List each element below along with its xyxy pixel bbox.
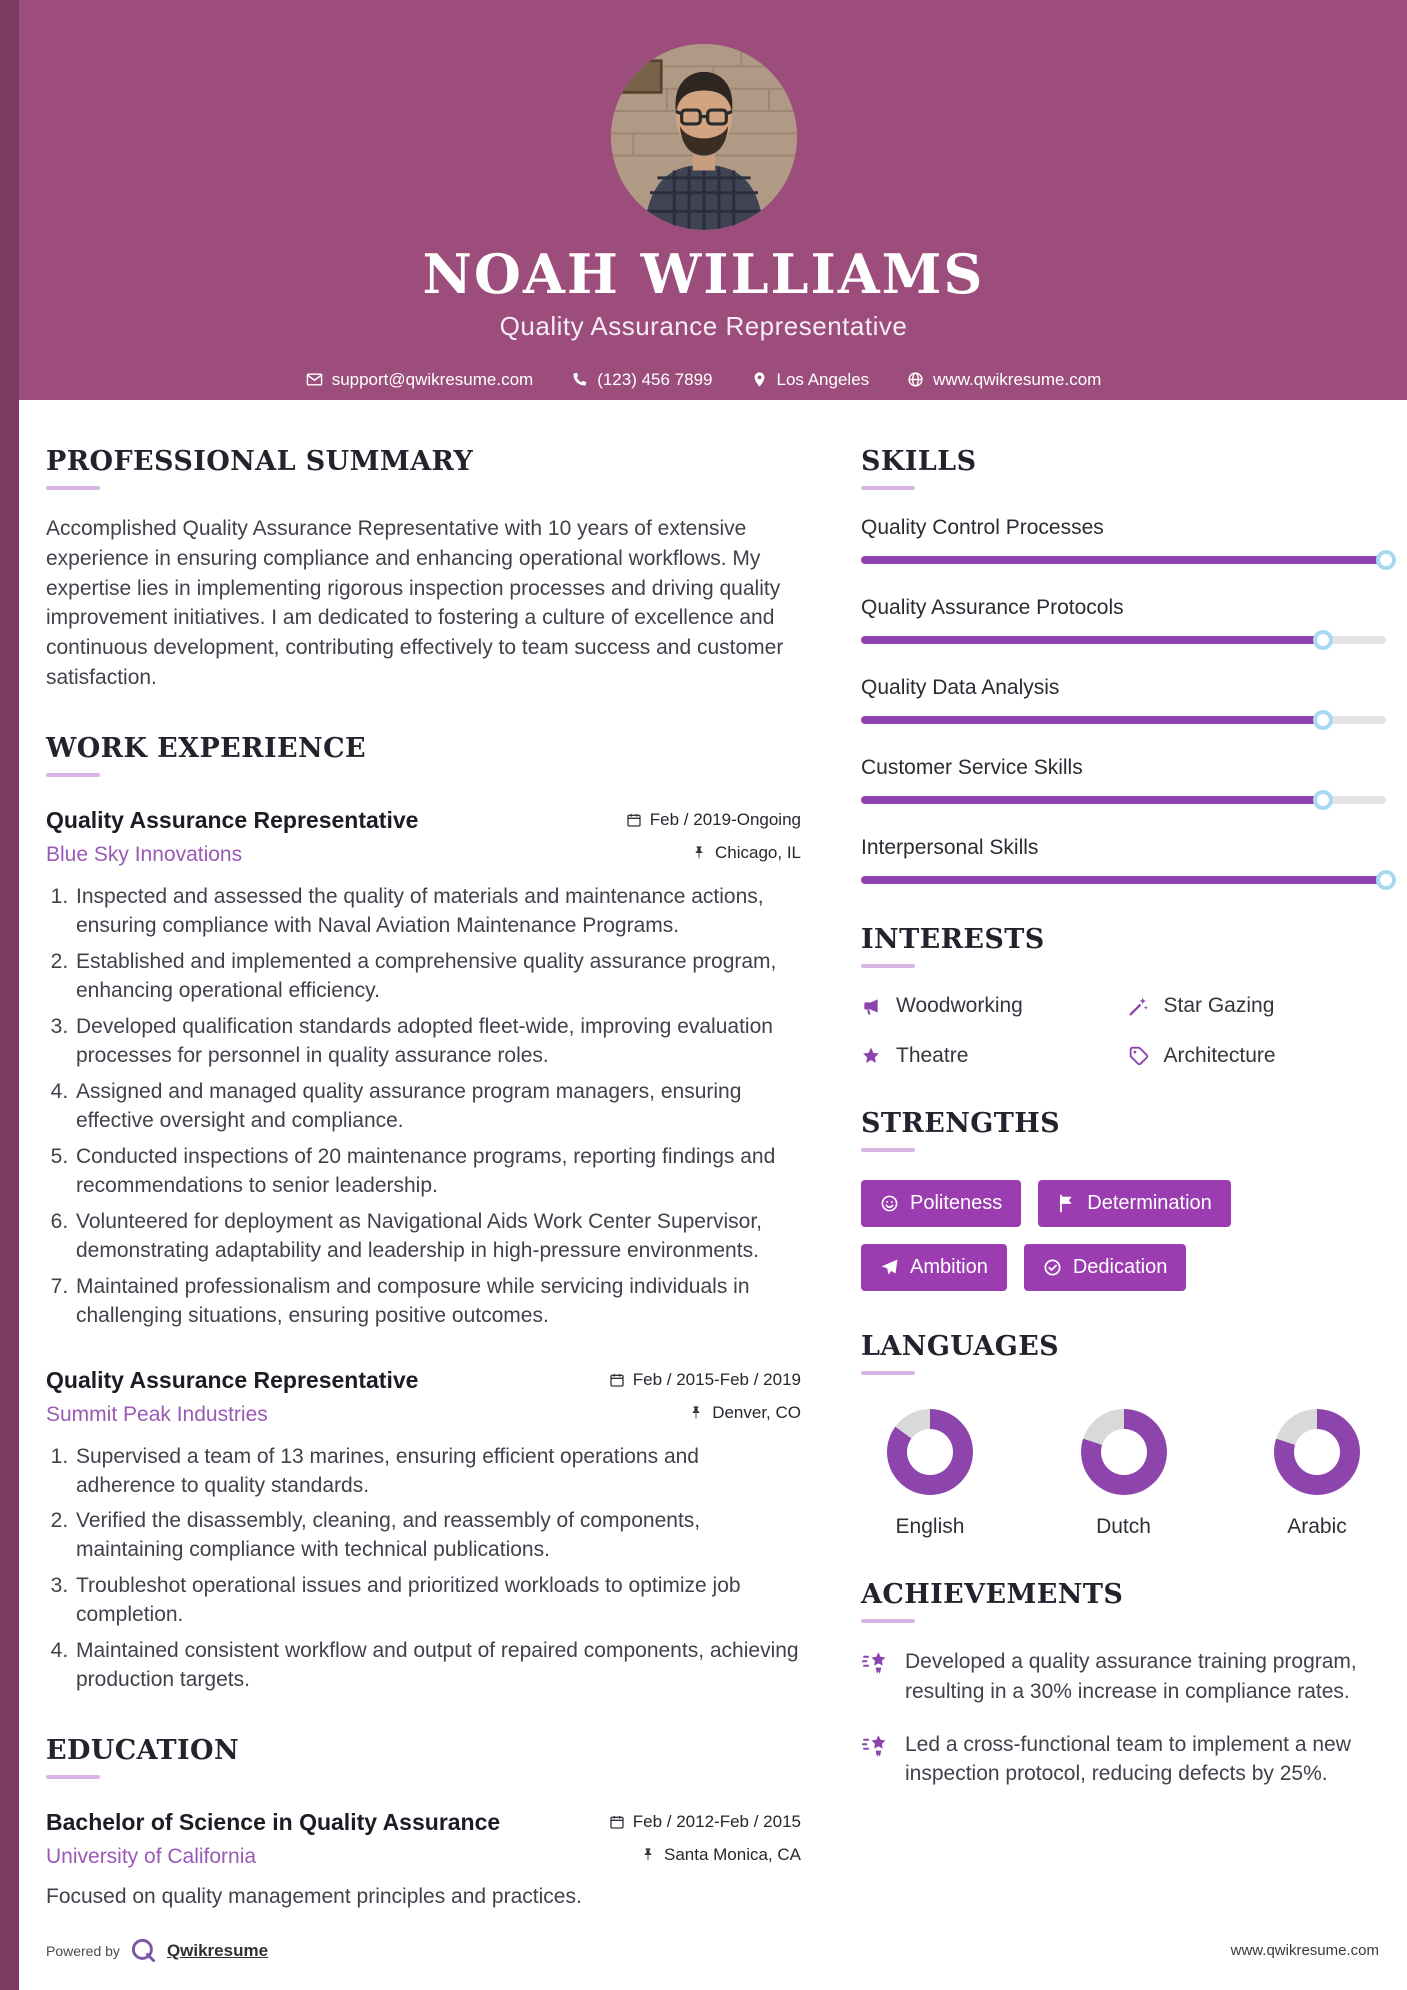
section-heading-achievements: ACHIEVEMENTS bbox=[861, 1579, 1124, 1611]
education-note: Focused on quality management principles and practices. bbox=[46, 1885, 582, 1909]
job-location bbox=[688, 1403, 801, 1423]
contact-website-text: www.qwikresume.com bbox=[933, 369, 1102, 389]
interest-label: Star Gazing bbox=[1163, 994, 1275, 1018]
calendar-icon bbox=[609, 1372, 625, 1388]
left-accent-strip bbox=[0, 0, 19, 1990]
map-marker-icon bbox=[751, 371, 768, 388]
contact-website[interactable] bbox=[907, 370, 1101, 390]
list-item: 5. Conducted inspections of 20 maintenance programs, reporting findings and recommendations to senior leadership. bbox=[74, 1143, 801, 1201]
list-item: 4. Assigned and managed quality assurance program managers, ensuring effective oversight and compliance. bbox=[74, 1078, 801, 1136]
strength-badge-politeness bbox=[861, 1180, 1021, 1227]
job-dates-text: Feb / 2019-Ongoing bbox=[649, 809, 801, 829]
skill-quality-control-processes bbox=[861, 516, 1386, 564]
strength-label: Politeness bbox=[910, 1192, 1003, 1215]
skill-label: Customer Service Skills bbox=[861, 756, 1083, 780]
contact-email[interactable] bbox=[306, 370, 534, 390]
check-circle-icon bbox=[1043, 1258, 1062, 1277]
qwikresume-logo bbox=[130, 1937, 157, 1964]
skill-bar bbox=[861, 636, 1386, 644]
job-title: Quality Assurance Representative bbox=[46, 806, 419, 833]
resume-body bbox=[0, 400, 1407, 1909]
education-entry bbox=[46, 1809, 801, 1909]
achievement-item-1 bbox=[861, 1647, 1386, 1706]
calendar-icon bbox=[626, 812, 642, 828]
section-heading-languages: LANGUAGES bbox=[861, 1331, 1060, 1363]
star-icon bbox=[861, 1046, 881, 1066]
strength-badges bbox=[861, 1180, 1386, 1291]
interest-theatre bbox=[861, 1044, 1119, 1068]
contact-location bbox=[751, 370, 870, 390]
achievement-text: Developed a quality assurance training program, resulting in a 30% increase in compliance rates. bbox=[905, 1650, 1357, 1703]
interest-label: Architecture bbox=[1163, 1044, 1276, 1068]
heading-rule bbox=[861, 1619, 915, 1623]
job-title: Quality Assurance Representative bbox=[46, 1366, 419, 1393]
candidate-name: NOAH WILLIAMS bbox=[422, 242, 985, 306]
strength-badge-ambition bbox=[861, 1244, 1007, 1291]
language-label: English bbox=[895, 1515, 965, 1539]
section-interests bbox=[861, 924, 1386, 1068]
education-dates bbox=[609, 1812, 801, 1832]
skill-bar bbox=[861, 796, 1386, 804]
skill-bar-knob bbox=[1313, 710, 1333, 730]
company-name: Blue Sky Innovations bbox=[46, 842, 243, 866]
job-subheader bbox=[46, 843, 801, 867]
powered-by bbox=[46, 1937, 268, 1964]
strength-badge-determination bbox=[1038, 1180, 1231, 1227]
skill-bar bbox=[861, 556, 1386, 564]
smiley-icon bbox=[880, 1194, 899, 1213]
skill-bar bbox=[861, 716, 1386, 724]
list-item: 2. Established and implemented a comprehensive quality assurance program, enhancing operational efficiency. bbox=[74, 948, 801, 1006]
contact-phone[interactable] bbox=[571, 370, 712, 390]
section-work-experience bbox=[46, 733, 801, 1695]
heading-rule bbox=[861, 964, 915, 968]
interests-grid bbox=[861, 994, 1386, 1068]
strength-label: Dedication bbox=[1072, 1256, 1168, 1279]
right-column bbox=[861, 446, 1386, 1909]
skill-bar-fill bbox=[861, 716, 1323, 724]
contact-row bbox=[306, 370, 1102, 390]
achievement-text: Led a cross-functional team to implement a new inspection protocol, reducing defects by 25%. bbox=[905, 1733, 1351, 1786]
skill-quality-data-analysis bbox=[861, 676, 1386, 724]
job-bullet-list bbox=[46, 883, 801, 1331]
job-bullet-list bbox=[46, 1443, 801, 1696]
list-item: 2. Verified the disassembly, cleaning, and reassembly of components, maintaining compliance with technical publications. bbox=[74, 1507, 801, 1565]
qwikresume-brand-link[interactable]: Qwikresume bbox=[166, 1940, 269, 1960]
skill-customer-service-skills bbox=[861, 756, 1386, 804]
section-strengths bbox=[861, 1108, 1386, 1291]
envelope-icon bbox=[306, 371, 323, 388]
heading-rule bbox=[861, 486, 915, 490]
interest-label: Theatre bbox=[896, 1044, 969, 1068]
section-languages bbox=[861, 1331, 1386, 1539]
language-label: Dutch bbox=[1096, 1515, 1151, 1539]
heading-rule bbox=[46, 1775, 100, 1779]
heading-rule bbox=[46, 773, 100, 777]
job-entry-2 bbox=[46, 1367, 801, 1696]
language-donut-chart bbox=[1274, 1409, 1360, 1495]
footer bbox=[46, 1937, 1379, 1964]
left-column bbox=[46, 446, 801, 1909]
candidate-title: Quality Assurance Representative bbox=[499, 310, 908, 341]
section-heading-education: EDUCATION bbox=[46, 1735, 240, 1767]
skill-bar-fill bbox=[861, 796, 1323, 804]
company-name: Summit Peak Industries bbox=[46, 1402, 268, 1426]
heading-rule bbox=[46, 486, 100, 490]
section-heading-summary: PROFESSIONAL SUMMARY bbox=[46, 446, 474, 477]
flag-icon bbox=[1057, 1194, 1076, 1213]
tag-icon bbox=[1129, 1046, 1149, 1066]
interest-star-gazing bbox=[1129, 994, 1387, 1018]
list-item: 3. Troubleshot operational issues and prioritized workloads to optimize job completion. bbox=[74, 1572, 801, 1630]
language-dutch bbox=[1081, 1409, 1167, 1539]
job-dates-text: Feb / 2015-Feb / 2019 bbox=[632, 1369, 801, 1389]
job-dates bbox=[609, 1370, 801, 1390]
skill-bar-knob bbox=[1313, 630, 1333, 650]
contact-email-text: support@qwikresume.com bbox=[331, 369, 534, 389]
contact-phone-text: (123) 456 7899 bbox=[597, 369, 713, 389]
contact-location-text: Los Angeles bbox=[776, 369, 870, 389]
award-icon bbox=[861, 1649, 888, 1676]
skill-bar-knob bbox=[1376, 870, 1396, 890]
interest-architecture bbox=[1129, 1044, 1387, 1068]
achievement-item-2 bbox=[861, 1730, 1386, 1789]
languages-row bbox=[861, 1409, 1386, 1539]
language-arabic bbox=[1274, 1409, 1360, 1539]
calendar-icon bbox=[609, 1814, 625, 1830]
skill-bar-knob bbox=[1376, 550, 1396, 570]
section-heading-strengths: STRENGTHS bbox=[861, 1108, 1061, 1140]
list-item: 4. Maintained consistent workflow and output of repaired components, achieving production targets. bbox=[74, 1637, 801, 1695]
skill-label: Quality Assurance Protocols bbox=[861, 596, 1124, 620]
paper-plane-icon bbox=[880, 1258, 899, 1277]
section-heading-interests: INTERESTS bbox=[861, 924, 1045, 956]
skill-bar-fill bbox=[861, 636, 1323, 644]
summary-text: Accomplished Quality Assurance Representative with 10 years of extensive experience in ensuring compliance and enhancing operational workflows. My expertise lies in implementing rigorous inspection processes and driving quality improvement initiatives. I am dedicated to fostering a culture of excellence and continuous development, contributing effectively to team success and customer satisfaction. bbox=[46, 517, 784, 690]
pushpin-icon bbox=[691, 845, 707, 861]
interest-label: Woodworking bbox=[896, 994, 1023, 1018]
job-entry-1 bbox=[46, 807, 801, 1331]
magic-wand-icon bbox=[1129, 996, 1149, 1016]
skill-bar bbox=[861, 876, 1386, 884]
profile-photo bbox=[611, 44, 797, 230]
heading-rule bbox=[861, 1148, 915, 1152]
skill-bar-fill bbox=[861, 556, 1386, 564]
powered-by-label: Powered by bbox=[46, 1942, 120, 1959]
heading-rule bbox=[861, 1371, 915, 1375]
list-item: 7. Maintained professionalism and composure while servicing individuals in challenging situations, ensuring positive outcomes. bbox=[74, 1273, 801, 1331]
job-subheader bbox=[46, 1403, 801, 1427]
skill-label: Quality Data Analysis bbox=[861, 676, 1060, 700]
skill-interpersonal-skills bbox=[861, 836, 1386, 884]
language-english bbox=[887, 1409, 973, 1539]
strength-badge-dedication bbox=[1024, 1244, 1187, 1291]
skill-bar-fill bbox=[861, 876, 1386, 884]
education-location-text: Santa Monica, CA bbox=[663, 1845, 801, 1865]
footer-website: www.qwikresume.com bbox=[1230, 1942, 1379, 1959]
job-location-text: Denver, CO bbox=[712, 1402, 801, 1422]
job-location-text: Chicago, IL bbox=[715, 842, 801, 862]
list-item: 3. Developed qualification standards adopted fleet-wide, improving evaluation processes for personnel in quality assurance roles. bbox=[74, 1013, 801, 1071]
bullhorn-icon bbox=[861, 996, 881, 1016]
globe-icon bbox=[907, 371, 924, 388]
school-name: University of California bbox=[46, 1845, 257, 1869]
language-donut-chart bbox=[887, 1409, 973, 1495]
education-location bbox=[640, 1845, 801, 1865]
list-item: 6. Volunteered for deployment as Navigational Aids Work Center Supervisor, demonstrating adaptability and leadership in high-pressure environments. bbox=[74, 1208, 801, 1266]
pushpin-icon bbox=[688, 1405, 704, 1421]
job-dates bbox=[626, 810, 801, 830]
section-skills bbox=[861, 446, 1386, 884]
section-education bbox=[46, 1735, 801, 1909]
list-item: 1. Supervised a team of 13 marines, ensuring efficient operations and adherence to quality standards. bbox=[74, 1443, 801, 1501]
section-heading-skills: SKILLS bbox=[861, 446, 977, 477]
skill-bar-knob bbox=[1313, 790, 1333, 810]
pushpin-icon bbox=[640, 1847, 656, 1863]
skill-label: Quality Control Processes bbox=[861, 516, 1104, 540]
section-achievements bbox=[861, 1579, 1386, 1789]
education-dates-text: Feb / 2012-Feb / 2015 bbox=[632, 1812, 801, 1832]
education-subheader bbox=[46, 1845, 801, 1869]
strength-label: Determination bbox=[1087, 1192, 1212, 1215]
profile-photo-illustration bbox=[611, 44, 797, 230]
job-location bbox=[691, 843, 801, 863]
education-header bbox=[46, 1809, 801, 1836]
language-donut-chart bbox=[1081, 1409, 1167, 1495]
skill-quality-assurance-protocols bbox=[861, 596, 1386, 644]
list-item: 1. Inspected and assessed the quality of materials and maintenance actions, ensuring compliance with Naval Aviation Maintenance Programs. bbox=[74, 883, 801, 941]
job-header bbox=[46, 807, 801, 834]
job-header bbox=[46, 1367, 801, 1394]
skill-label: Interpersonal Skills bbox=[861, 836, 1039, 860]
strength-label: Ambition bbox=[910, 1256, 988, 1279]
interest-woodworking bbox=[861, 994, 1119, 1018]
phone-icon bbox=[571, 371, 588, 388]
section-heading-experience: WORK EXPERIENCE bbox=[46, 732, 366, 764]
degree-title: Bachelor of Science in Quality Assurance bbox=[46, 1809, 501, 1836]
language-label: Arabic bbox=[1287, 1515, 1347, 1539]
section-professional-summary bbox=[46, 446, 801, 693]
award-icon bbox=[861, 1732, 888, 1759]
header bbox=[0, 0, 1407, 400]
